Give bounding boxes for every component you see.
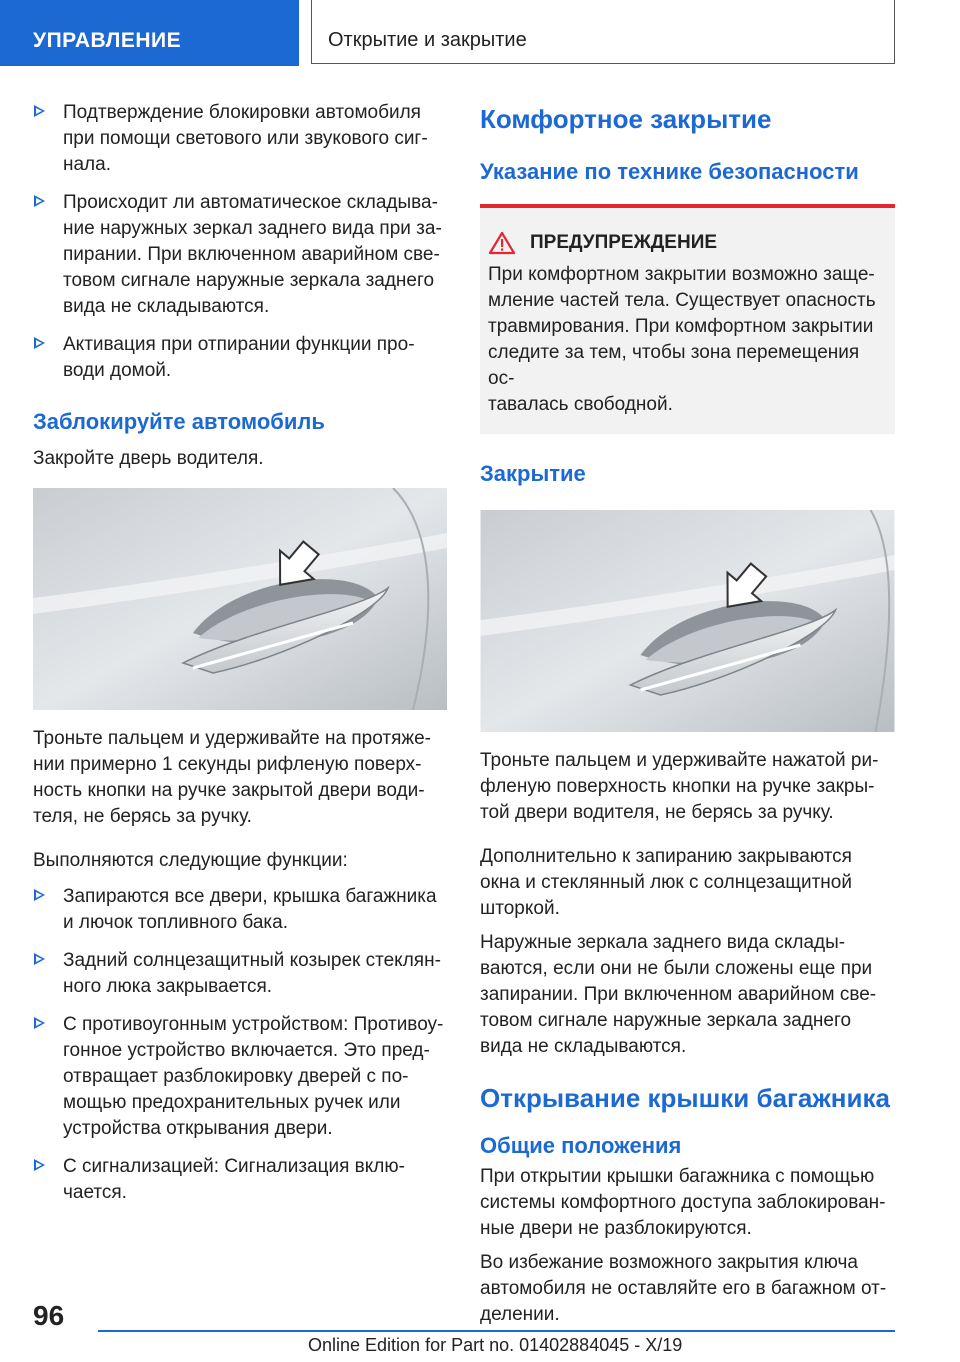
list-item-line: отвращает разблокировку дверей с по- [63,1066,409,1087]
header-section: УПРАВЛЕНИЕ [0,0,299,66]
intro-close-door: Закройте дверь водителя. [33,448,264,469]
bullet-triangle-icon [34,1017,45,1029]
warning-box [480,204,895,434]
left-instruction [33,726,447,830]
door-handle-figure-2 [480,510,895,732]
warning-text [488,262,887,418]
list-item [33,100,447,178]
right-column [480,100,895,1328]
list-item-line: гонное устройство включается. Это пред- [63,1040,430,1061]
text-line: теля, не берясь за ручку. [33,806,252,827]
footer-divider [98,1330,895,1332]
door-handle-figure [33,488,447,710]
heading-comfort-close: Комфортное закрытие [480,104,772,134]
warning-line: При комфортном закрытии возможно заще- [488,264,875,285]
list-item [33,190,447,320]
text-line: делении. [480,1304,560,1325]
bullet-triangle-icon [34,953,45,965]
text-line: товом сигнале наружные зеркала заднего [480,1010,852,1031]
bullet-triangle-icon [34,1159,45,1171]
right-trunk-text [480,1164,895,1242]
right-instruction [480,748,895,826]
list-item [33,948,447,1000]
warning-triangle-icon [488,231,516,255]
text-line: шторкой. [480,898,560,919]
list-item-line: Запираются все двери, крышка багажника [63,886,437,907]
list-item-line: Подтверждение блокировки автомобиля [63,102,421,123]
text-line: той двери водителя, не берясь за ручку. [480,802,834,823]
text-line: Троньте пальцем и удерживайте нажатой ри- [480,750,879,771]
text-line: Во избежание возможного закрытия ключа [480,1252,858,1273]
text-line: Дополнительно к запиранию закрываются [480,846,852,867]
text-line: фленую поверхность кнопки на ручке закры- [480,776,875,797]
list-item [33,1154,447,1206]
text-line: Наружные зеркала заднего вида склады- [480,932,846,953]
left-column [33,100,447,1206]
text-line: окна и стеклянный люк с солнцезащитной [480,872,852,893]
list-item [33,332,447,384]
list-item-line: ние наружных зеркал заднего вида при за- [63,218,442,239]
text-line: системы комфортного доступа заблокирован- [480,1192,886,1213]
text-line: нии примерно 1 секунды рифленую поверх- [33,754,422,775]
heading-lock-vehicle: Заблокируйте автомобиль [33,409,325,434]
heading-trunk: Открывание крышки багажника [480,1083,890,1113]
list-item-line: Задний солнцезащитный козырек стеклян- [63,950,441,971]
list-item-line: С противоугонным устройством: Противоу- [63,1014,444,1035]
heading-safety: Указание по технике безопасности [480,159,859,184]
text-line: Троньте пальцем и удерживайте на протяже- [33,728,431,749]
right-mirrors [480,930,895,1060]
warning-line: травмирования. При комфортном закрытии [488,316,874,337]
text-line: ные двери не разблокируются. [480,1218,752,1239]
list-item-line: товом сигнале наружные зеркала заднего [63,270,435,291]
list-item [33,1012,447,1142]
text-line: запирании. При включенном аварийном све- [480,984,877,1005]
list-item-line: мощью предохранительных ручек или [63,1092,401,1113]
list-item-line: ного люка закрывается. [63,976,273,997]
page-number: 96 [33,1300,65,1331]
right-key-text [480,1250,895,1328]
bullet-triangle-icon [34,105,45,117]
functions-intro: Выполняются следующие функции: [33,850,348,871]
text-line: При открытии крышки багажника с помощью [480,1166,875,1187]
list-item-line: вида не складываются. [63,296,270,317]
list-item-line: при помощи светового или звукового сиг- [63,128,428,149]
footer-edition: Online Edition for Part no. 01402884045 - X/19 [308,1335,683,1355]
warning-line: мление частей тела. Существует опасность [488,290,876,311]
list-item [33,884,447,936]
warning-line: следите за тем, чтобы зона перемещения ос- [488,342,860,389]
heading-general: Общие положения [480,1133,682,1158]
function-bullets [33,884,447,1206]
warning-title-text: ПРЕДУПРЕЖДЕНИЕ [530,232,718,253]
header-chapter: Открытие и закрытие [311,0,895,64]
warning-title [488,230,887,256]
list-item-line: и лючок топливного бака. [63,912,289,933]
heading-closing: Закрытие [480,461,586,486]
text-line: ваются, если они не были сложены еще при [480,958,873,979]
text-line: ность кнопки на ручке закрытой двери води- [33,780,425,801]
list-item-line: пирании. При включенном аварийном све- [63,244,440,265]
text-line: автомобиля не оставляйте его в багажном от- [480,1278,887,1299]
list-item-line: нала. [63,154,111,175]
warning-line: тавалась свободной. [488,394,673,415]
bullet-triangle-icon [34,889,45,901]
text-line: вида не складываются. [480,1036,687,1057]
right-additional [480,844,895,922]
bullet-triangle-icon [34,195,45,207]
status-bullets [33,100,447,384]
list-item-line: устройства открывания двери. [63,1118,333,1139]
bullet-triangle-icon [34,337,45,349]
list-item-line: Происходит ли автоматическое складыва- [63,192,438,213]
list-item-line: Активация при отпирании функции про- [63,334,415,355]
list-item-line: С сигнализацией: Сигнализация вклю- [63,1156,405,1177]
list-item-line: води домой. [63,360,172,381]
list-item-line: чается. [63,1182,127,1203]
